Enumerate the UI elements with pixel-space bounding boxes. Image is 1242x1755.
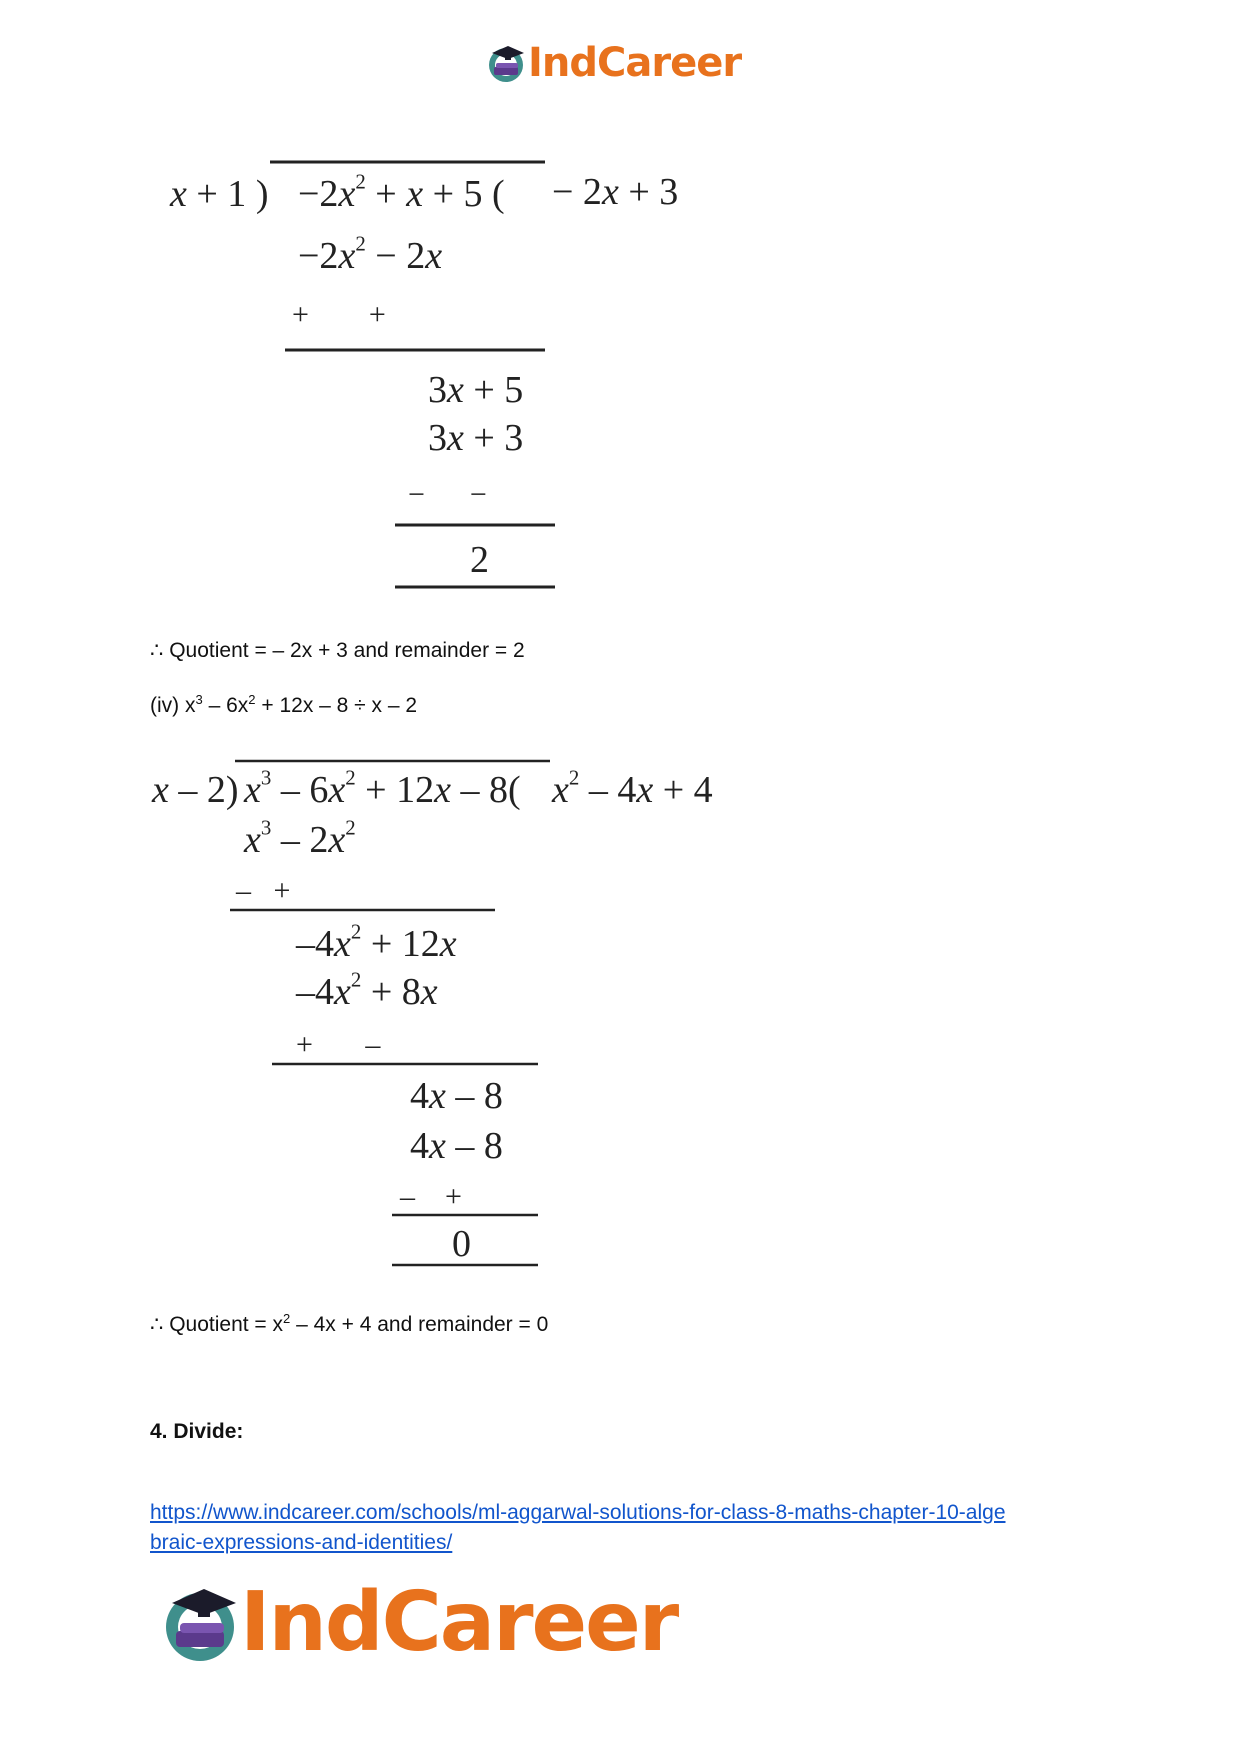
division2-step-3: $-4x^2 + 8x$ — [296, 967, 438, 1013]
result1-text: Quotient = – 2x + 3 and remainder = 2 — [169, 639, 525, 662]
graduation-cap-book-icon — [160, 1581, 244, 1665]
footer-url-line-2[interactable]: braic-expressions-and-identities/ — [150, 1531, 453, 1554]
header-logo-text: IndCareer — [528, 40, 742, 86]
therefore-symbol: ∴ — [150, 639, 164, 662]
graduation-cap-book-icon — [486, 42, 528, 84]
division2-step-signs-1: – + — [236, 874, 291, 907]
division1-divisor: x + 1 ) — [170, 173, 269, 215]
division1-remainder: 2 — [470, 539, 489, 581]
division2-divisor: x – 2) — [152, 769, 239, 811]
result1-line — [150, 638, 525, 663]
division1-step-1: $-2x^2 - 2x$ — [298, 231, 443, 277]
division1-step-signs-1: + + — [292, 298, 386, 331]
division2-remainder: 0 — [452, 1223, 471, 1265]
division2-step-4: 4x – 8 — [410, 1075, 503, 1117]
question-4-heading: 4. Divide: — [150, 1420, 244, 1443]
division1-step-2: 3x + 5 — [428, 369, 524, 411]
division2-step-2: $-4x^2 + 12x$ — [296, 919, 457, 965]
division2-quotient: $x^2 - 4x + 4$ — [552, 765, 713, 811]
division1-step-signs-2: − − — [408, 478, 487, 511]
division2-step-signs-3: – + — [400, 1180, 462, 1213]
footer-link-block[interactable] — [150, 1498, 1110, 1558]
footer-logo-text: IndCareer — [240, 1575, 678, 1670]
footer-url-line-1[interactable]: https://www.indcareer.com/schools/ml-aggarwal-solutions-for-class-8-maths-chapter-10-alge — [150, 1501, 1006, 1524]
division2-step-signs-2: + – — [296, 1028, 381, 1061]
division1-bracket: ) — [246, 173, 269, 215]
division2-step-5: 4x – 8 — [410, 1125, 503, 1167]
header-logo[interactable] — [486, 40, 741, 86]
division1-quotient: − 2x + 3 — [552, 171, 679, 213]
therefore-symbol: ∴ — [150, 1313, 164, 1336]
result2-line: ∴ Quotient = $x^2 - 4x + 4$ and remainder = 0 — [150, 1311, 549, 1336]
footer-logo[interactable] — [160, 1575, 677, 1670]
division1-step-3: 3x + 3 — [428, 417, 524, 459]
part-iv-label: (iv) $x^3 - 6x^2 + 12x - 8 \div x - 2$ — [150, 692, 418, 717]
division2-dividend: $x^3 - 6x^2 + 12x - 8$( — [244, 765, 521, 811]
division2-step-1: $x^3 - 2x^2$ — [244, 815, 356, 861]
division1-dividend: $-2x^2 + x + 5$ ( — [298, 169, 505, 215]
